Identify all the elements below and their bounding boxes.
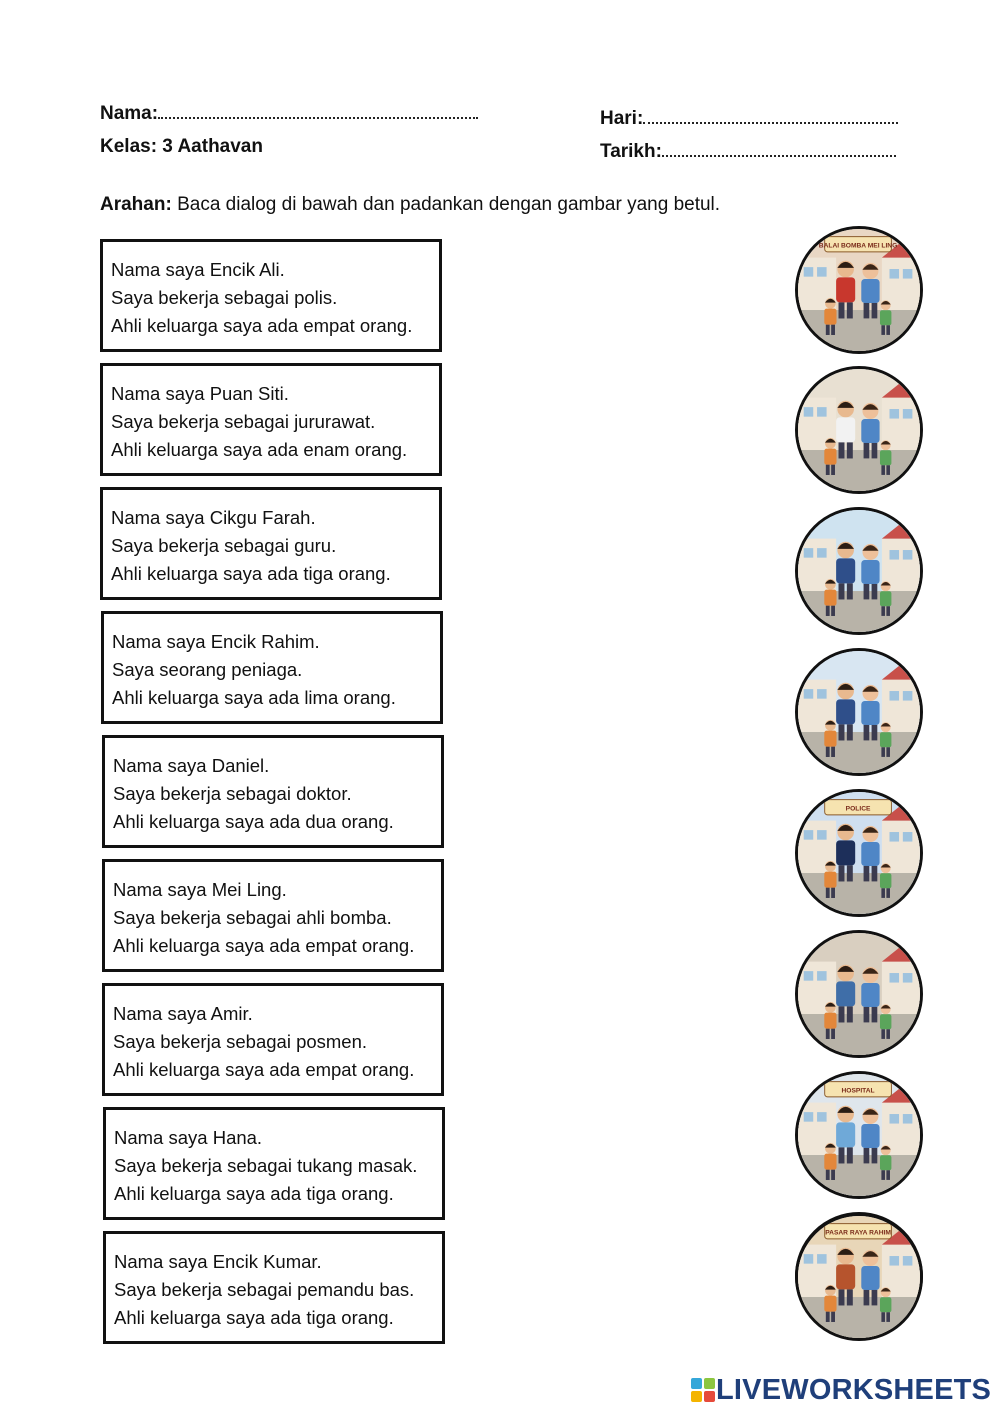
dialog-line: Nama saya Hana. xyxy=(114,1127,263,1148)
dialog-box[interactable] xyxy=(102,735,444,848)
logo-text: LIVEWORKSHEETS xyxy=(716,1373,992,1406)
dialog-line: Saya bekerja sebagai ahli bomba. xyxy=(113,907,392,928)
name-label: Nama: xyxy=(100,103,159,124)
postman-family-image[interactable] xyxy=(795,507,923,635)
picture-sign: BALAI BOMBA MEI LING xyxy=(818,242,898,250)
dialog-box[interactable] xyxy=(100,487,442,600)
instruction-text: Baca dialog di bawah dan padankan dengan gambar yang betul. xyxy=(171,194,721,215)
dialog-box[interactable] xyxy=(102,983,444,1096)
family-illustration xyxy=(798,229,920,351)
dialog-line: Ahli keluarga saya ada lima orang. xyxy=(112,687,396,708)
family-illustration xyxy=(798,933,920,1055)
name-blank[interactable] xyxy=(158,116,478,119)
teacher-family-image[interactable] xyxy=(795,930,923,1058)
dialog-line: Nama saya Puan Siti. xyxy=(111,383,289,404)
family-illustration xyxy=(798,792,920,914)
dialog-line: Nama saya Encik Ali. xyxy=(111,259,285,280)
family-illustration xyxy=(798,510,920,632)
firefighter-family-image[interactable] xyxy=(795,226,923,354)
day-blank[interactable] xyxy=(643,121,898,124)
dialog-line: Ahli keluarga saya ada tiga orang. xyxy=(111,563,391,584)
dialog-line: Nama saya Amir. xyxy=(113,1003,253,1024)
dialog-line: Saya bekerja sebagai jururawat. xyxy=(111,411,376,432)
family-illustration xyxy=(798,369,920,491)
dialog-line: Nama saya Daniel. xyxy=(113,755,270,776)
dialog-line: Nama saya Mei Ling. xyxy=(113,879,287,900)
dialog-line: Ahli keluarga saya ada empat orang. xyxy=(111,315,413,336)
dialog-line: Ahli keluarga saya ada enam orang. xyxy=(111,439,408,460)
police-family-image[interactable] xyxy=(795,789,923,917)
family-illustration xyxy=(798,1074,920,1196)
dialog-box[interactable] xyxy=(100,363,442,476)
dialog-box[interactable] xyxy=(102,859,444,972)
date-field xyxy=(600,141,896,163)
dialog-line: Saya bekerja sebagai posmen. xyxy=(113,1031,368,1052)
liveworksheets-logo xyxy=(690,1372,991,1408)
dialog-line: Saya bekerja sebagai polis. xyxy=(111,287,338,308)
date-label: Tarikh: xyxy=(600,141,662,162)
family-illustration xyxy=(798,1216,920,1338)
bus-driver-family-image[interactable] xyxy=(795,648,923,776)
instruction-label: Arahan: xyxy=(100,194,172,215)
dialog-line: Saya bekerja sebagai pemandu bas. xyxy=(114,1279,415,1300)
picture-sign: HOSPITAL xyxy=(841,1087,875,1095)
date-blank[interactable] xyxy=(662,154,896,157)
dialog-line: Saya bekerja sebagai doktor. xyxy=(113,783,352,804)
name-field xyxy=(100,103,478,125)
day-field xyxy=(600,108,898,130)
chef-family-image[interactable] xyxy=(795,366,923,494)
liveworksheets-logo-icon xyxy=(690,1377,716,1403)
trader-family-image[interactable] xyxy=(795,1213,923,1341)
picture-sign: PASAR RAYA RAHIM xyxy=(825,1229,891,1237)
instruction xyxy=(100,194,720,216)
day-label: Hari: xyxy=(600,108,644,129)
dialog-line: Nama saya Encik Rahim. xyxy=(112,631,320,652)
doctor-family-image[interactable] xyxy=(795,1071,923,1199)
dialog-line: Ahli keluarga saya ada empat orang. xyxy=(113,1059,415,1080)
family-illustration xyxy=(798,651,920,773)
picture-sign: POLICE xyxy=(845,805,871,813)
dialog-line: Nama saya Cikgu Farah. xyxy=(111,507,316,528)
dialog-box[interactable] xyxy=(103,1231,445,1344)
dialog-line: Ahli keluarga saya ada dua orang. xyxy=(113,811,394,832)
dialog-line: Nama saya Encik Kumar. xyxy=(114,1251,322,1272)
dialog-line: Saya bekerja sebagai guru. xyxy=(111,535,337,556)
class-label: Kelas: 3 Aathavan xyxy=(100,136,263,157)
dialog-line: Saya bekerja sebagai tukang masak. xyxy=(114,1155,418,1176)
dialog-box[interactable] xyxy=(103,1107,445,1220)
dialog-line: Ahli keluarga saya ada tiga orang. xyxy=(114,1307,394,1328)
dialog-line: Ahli keluarga saya ada tiga orang. xyxy=(114,1183,394,1204)
dialog-line: Saya seorang peniaga. xyxy=(112,659,303,680)
dialog-box[interactable] xyxy=(100,239,442,352)
dialog-line: Ahli keluarga saya ada empat orang. xyxy=(113,935,415,956)
dialog-box[interactable] xyxy=(101,611,443,724)
